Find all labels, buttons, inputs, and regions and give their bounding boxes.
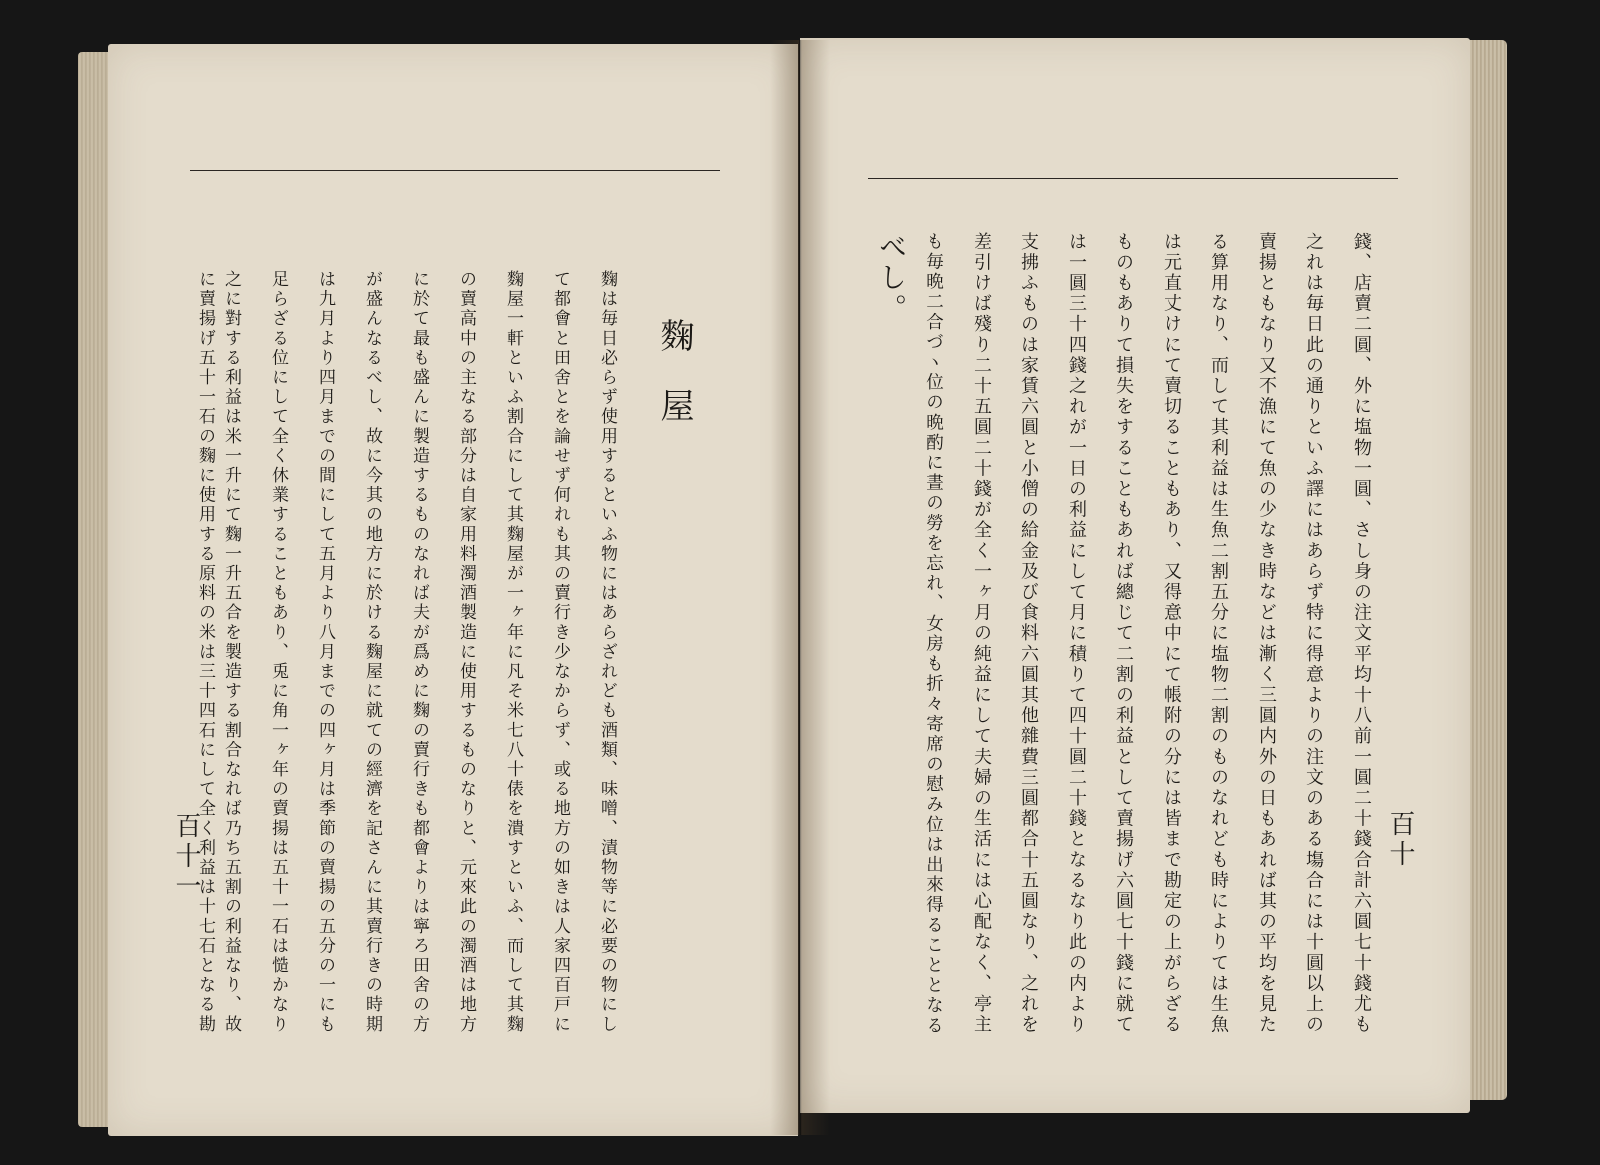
text-column: 足らざる位にして全く休業することもあり、兎に角一ヶ年の賣揚は五十一石は慥かなり [268, 270, 288, 1035]
text-column: 賣揚ともなり又不漁にて魚の少なき時などは漸く三圓内外の日もあれば其の平均を見た [1256, 232, 1277, 1036]
text-column: に賣揚げ五十一石の麴に使用する原料の米は三十四石にして全く利益は十七石となる勘 [195, 270, 215, 1035]
text-column: は一圓三十四錢之れが一日の利益にして月に積りて四十圓二十錢となるなり此の内より [1066, 232, 1087, 1036]
text-column: も毎晩二合づヽ位の晩酌に晝の勞を忘れ、女房も折々寄席の慰み位は出來得ることとなる [923, 232, 944, 1036]
text-column: 麴屋一軒といふ割合にして其麴屋が一ヶ年に凡そ米七八十俵を潰すといふ、而して其麴 [503, 270, 523, 1035]
page-number-left: 百十一 [171, 812, 201, 902]
text-column: る算用なり、而して其利益は生魚二割五分に塩物二割のものなれども時によりては生魚 [1208, 232, 1229, 1036]
section-heading: 麴屋 [654, 318, 694, 458]
text-column: は九月より四月までの間にして五月より八月までの四ヶ月は季節の賣揚の五分の一にも [315, 270, 335, 1035]
text-column: 支拂ふものは家賃六圓と小僧の給金及び食料六圓其他雜費三圓都合十五圓なり、之れを [1018, 232, 1039, 1036]
text-column: に於て最も盛んに製造するものなれば夫が爲めに麴の賣行きも都會よりは寧ろ田舍の方 [409, 270, 429, 1035]
text-column: 差引けば殘り二十五圓二十錢が全く一ヶ月の純益にして夫婦の生活には心配なく、亭主 [971, 232, 992, 1036]
text-column: 錢、店賣二圓、外に塩物一圓、さし身の注文平均十八前一圓二十錢合計六圓七十錢尤も [1351, 232, 1372, 1036]
page-number-right: 百十 [1385, 810, 1415, 870]
text-column: 麴は毎日必らず使用するといふ物にはあらざれども酒類、味噌、漬物等に必要の物にし [597, 270, 617, 1035]
text-column: べし。 [875, 232, 908, 324]
text-column: ものもありて損失をすることもあれば總じて二割の利益として賣揚げ六圓七十錢に就て [1113, 232, 1134, 1036]
text-column: の賣高中の主なる部分は自家用料濁酒製造に使用するものなりと、元來此の濁酒は地方 [456, 270, 476, 1035]
text-column: て都會と田舍とを論せず何れも其の賣行き少なからず、或る地方の如きは人家四百戸に [550, 270, 570, 1035]
book-gutter [770, 40, 830, 1135]
right-header-rule [868, 178, 1398, 179]
text-column: が盛んなるべし、故に今其の地方に於ける麴屋に就ての經濟を記さんに其賣行きの時期 [362, 270, 382, 1035]
text-column: 之れは毎日此の通りといふ譯にはあらず特に得意よりの注文のある塲合には十圓以上の [1303, 232, 1324, 1036]
text-column: は元直丈けにて賣切ることもあり、又得意中にて帳附の分には皆まで勘定の上がらざる [1161, 232, 1182, 1036]
left-header-rule [190, 170, 720, 171]
right-page-edges [1465, 40, 1507, 1100]
text-column: 之に對する利益は米一升にて麴一升五合を製造する割合なれば乃ち五割の利益なり、故 [221, 270, 241, 1035]
